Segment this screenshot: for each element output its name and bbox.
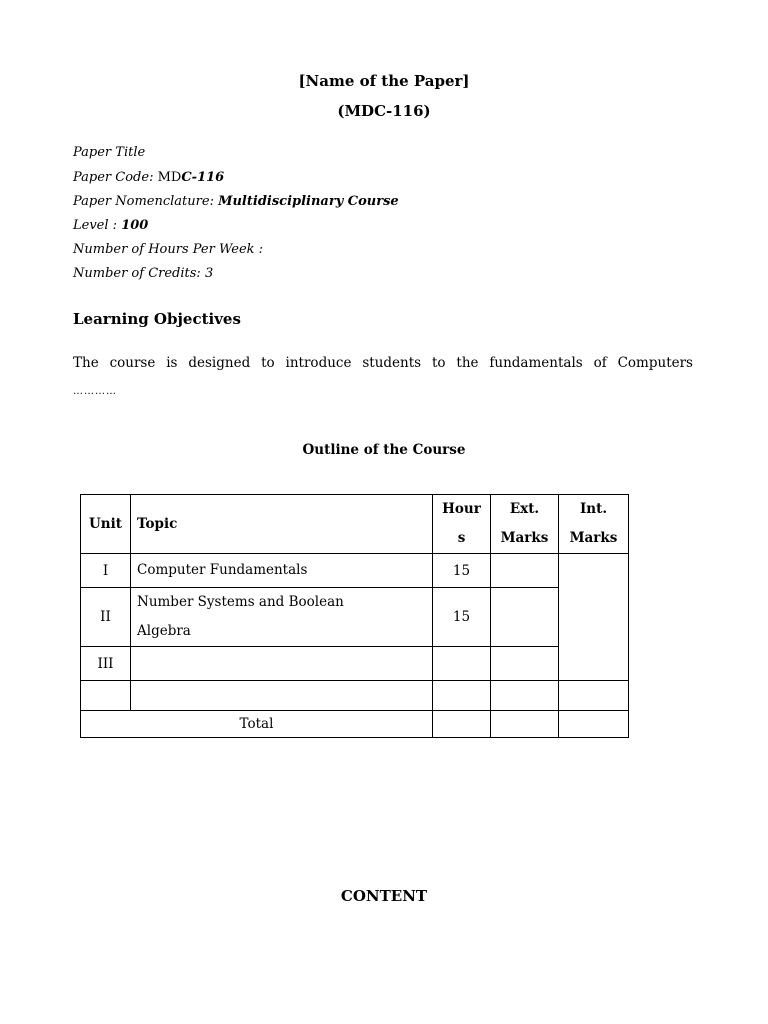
ext-marks-header xyxy=(491,495,559,554)
int-marks-header xyxy=(559,495,629,554)
outline-heading: Outline of the Course xyxy=(302,442,466,458)
table-header-row xyxy=(81,495,629,554)
hours-cell xyxy=(433,681,491,711)
int-header-line1: Int. xyxy=(579,501,608,517)
total-row xyxy=(81,711,629,738)
ext-marks-cell xyxy=(491,681,559,711)
total-label: Total xyxy=(81,711,433,738)
unit-cell: I xyxy=(81,554,131,588)
hours-header xyxy=(433,495,491,554)
paper-code-label: Paper Code: xyxy=(73,170,154,185)
level-label: Level : xyxy=(73,218,118,233)
paper-code-prefix: MD xyxy=(157,170,182,185)
topic-cell xyxy=(131,681,433,711)
paper-code-line xyxy=(73,170,224,185)
learning-objectives-text: The course is designed to introduce students to the fundamentals of Computers xyxy=(73,355,693,371)
hours-header-line2: s xyxy=(457,530,466,546)
paper-code-value: C-116 xyxy=(181,170,225,185)
nomenclature-line xyxy=(73,194,399,209)
credits-label: Number of Credits: 3 xyxy=(73,266,214,281)
total-int-cell xyxy=(559,711,629,738)
ext-marks-cell xyxy=(491,588,559,647)
paper-title-label: Paper Title xyxy=(73,145,146,160)
table-row xyxy=(81,647,629,681)
outline-table xyxy=(80,494,629,738)
paper-name-title: [Name of the Paper] xyxy=(298,72,470,90)
learning-objectives-continuation: ………… xyxy=(73,386,117,397)
unit-cell: II xyxy=(81,588,131,647)
topic-cell xyxy=(131,588,433,647)
table-row xyxy=(81,588,629,647)
hours-cell: 15 xyxy=(433,554,491,588)
topic-cell xyxy=(131,647,433,681)
topic-line2: Algebra xyxy=(137,623,191,639)
level-line xyxy=(73,218,148,233)
content-heading: CONTENT xyxy=(340,887,428,905)
ext-marks-cell xyxy=(491,647,559,681)
ext-header-line2: Marks xyxy=(500,530,549,546)
table-row xyxy=(81,681,629,711)
ext-header-line1: Ext. xyxy=(509,501,540,517)
unit-cell xyxy=(81,681,131,711)
table-row xyxy=(81,554,629,588)
topic-cell: Computer Fundamentals xyxy=(131,554,433,588)
total-ext-cell xyxy=(491,711,559,738)
learning-objectives-heading: Learning Objectives xyxy=(73,310,241,328)
int-header-line2: Marks xyxy=(569,530,618,546)
topic-header: Topic xyxy=(131,495,433,554)
hours-header-line1: Hour xyxy=(442,501,481,517)
nomenclature-value: Multidisciplinary Course xyxy=(218,194,399,209)
unit-header: Unit xyxy=(81,495,131,554)
total-hours-cell xyxy=(433,711,491,738)
hours-cell: 15 xyxy=(433,588,491,647)
topic-line1: Number Systems and Boolean xyxy=(137,594,344,610)
hours-per-week-label: Number of Hours Per Week : xyxy=(73,242,264,257)
int-marks-cell xyxy=(559,681,629,711)
hours-cell xyxy=(433,647,491,681)
nomenclature-label: Paper Nomenclature: xyxy=(73,194,214,209)
ext-marks-cell xyxy=(491,554,559,588)
unit-cell: III xyxy=(81,647,131,681)
level-value: 100 xyxy=(121,218,149,233)
paper-code-title: (MDC-116) xyxy=(337,102,431,120)
int-marks-merged-cell xyxy=(559,554,629,681)
